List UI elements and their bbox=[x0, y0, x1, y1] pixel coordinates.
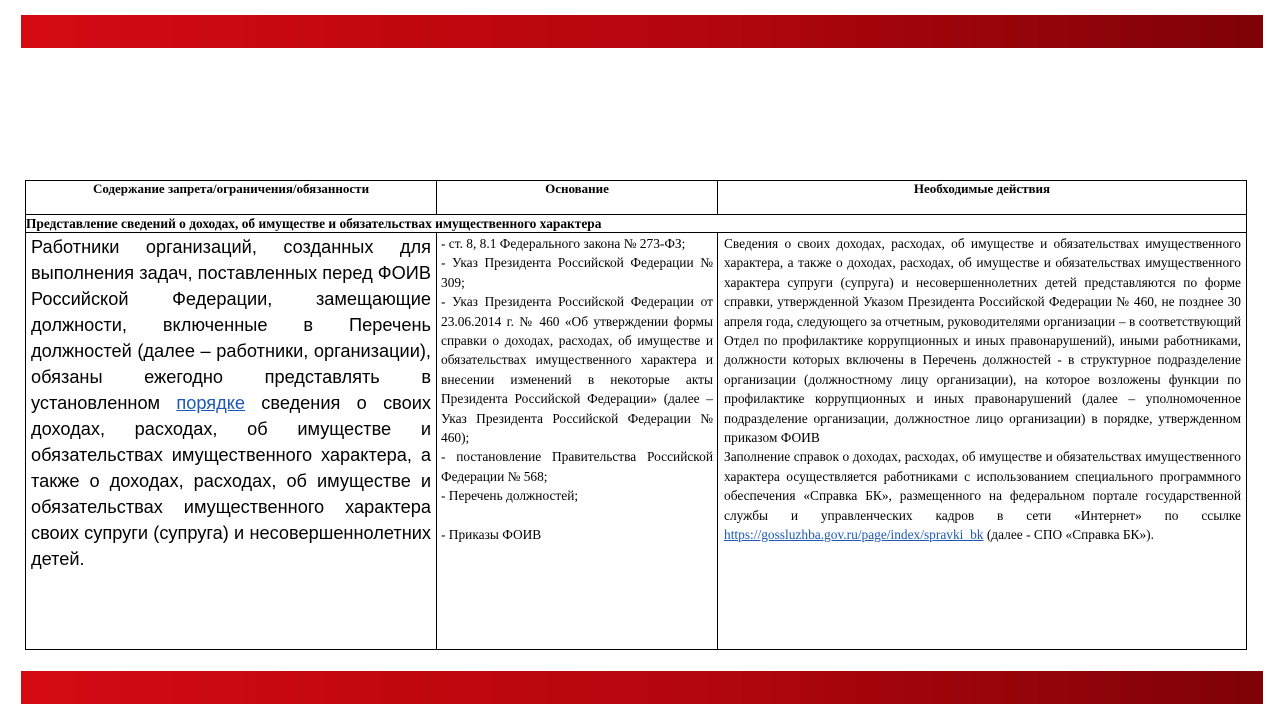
bottom-decorative-band bbox=[21, 671, 1263, 704]
table-row bbox=[26, 233, 1247, 650]
requirement-text: Работники организаций, созданных для выполнения задач, поставленных перед ФОИВ Российской Федерации, замещающие должности, включенные в Перечень должностей (далее – работники, организации), обязаны ежегодно представлять в установленном bbox=[31, 237, 431, 413]
requirements-table bbox=[25, 180, 1247, 650]
actions-paragraph-2-end: (далее - СПО «Справка БК»). bbox=[983, 527, 1154, 543]
basis-item: - Приказы ФОИВ bbox=[441, 526, 542, 542]
header-actions: Необходимые действия bbox=[718, 181, 1247, 215]
actions-paragraph-2 bbox=[724, 447, 1241, 544]
actions-paragraph-2-text: Заполнение справок о доходах, расходах, об имуществе и обязательствах имущественного характера осуществляется работниками с использованием специального программного обеспечения «Справка БК», размещенного на федеральном портале государственной службы и управленческих кадров в сети «Интернет» по ссылке bbox=[724, 449, 1241, 523]
section-title: Представление сведений о доходах, об имуществе и обязательствах имущественного характера bbox=[26, 215, 1247, 233]
table-header-row bbox=[26, 181, 1247, 215]
top-decorative-band bbox=[21, 15, 1263, 48]
basis-item: - Указ Президента Российской Федерации от 23.06.2014 г. № 460 «Об утверждении формы справки о доходах, расходах, об имуществе и обязательствах имущественного характера и внесении изменений в некоторые акты Президента Российской Федерации» (далее – Указ Президента Российской Федерации № 460); bbox=[441, 294, 713, 446]
requirement-text-end: сведения о своих доходах, расходах, об имуществе и обязательствах имущественного характера, а также о доходах, расходах, об имуществе и обязательствах имущественного характера своих супруги (супруга) и несовершеннолетних детей. bbox=[31, 393, 431, 569]
section-row bbox=[26, 215, 1247, 233]
header-content: Содержание запрета/ограничения/обязанности bbox=[26, 181, 437, 215]
basis-cell bbox=[437, 233, 718, 650]
basis-item: - ст. 8, 8.1 Федерального закона № 273-ФЗ; bbox=[441, 236, 686, 251]
actions-paragraph-1: Сведения о своих доходах, расходах, об имуществе и обязательствах имущественного характера, а также о доходах, расходах, об имуществе и обязательствах имущественного характера супруги (супруга) и несовершеннолетних детей представляются по форме справки, утвержденной Указом Президента Российской Федерации № 460, не позднее 30 апреля года, следующего за отчетным, руководителями организации – в соответствующий Отдел по профилактике коррупционных и иных правонарушений), иными работниками, должности которых включены в Перечень должностей - в структурное подразделение организации (должностному лицу организации), на которое возложены функции по профилактике коррупционных и иных правонарушений (далее – уполномоченное подразделение организации, должностное лицо организации) в порядке, утвержденном приказом ФОИВ bbox=[724, 236, 1241, 446]
actions-cell bbox=[718, 233, 1247, 650]
basis-item: - Указ Президента Российской Федерации № 309; bbox=[441, 255, 713, 290]
order-link[interactable]: порядке bbox=[176, 393, 245, 413]
header-basis: Основание bbox=[437, 181, 718, 215]
requirement-cell bbox=[26, 233, 437, 650]
basis-item: - Перечень должностей; bbox=[441, 488, 579, 504]
basis-item: - постановление Правительства Российской Федерации № 568; bbox=[441, 449, 713, 484]
spacer bbox=[441, 506, 713, 525]
spravki-bk-link[interactable]: https://gossluzhba.gov.ru/page/index/spravki_bk bbox=[724, 527, 984, 543]
